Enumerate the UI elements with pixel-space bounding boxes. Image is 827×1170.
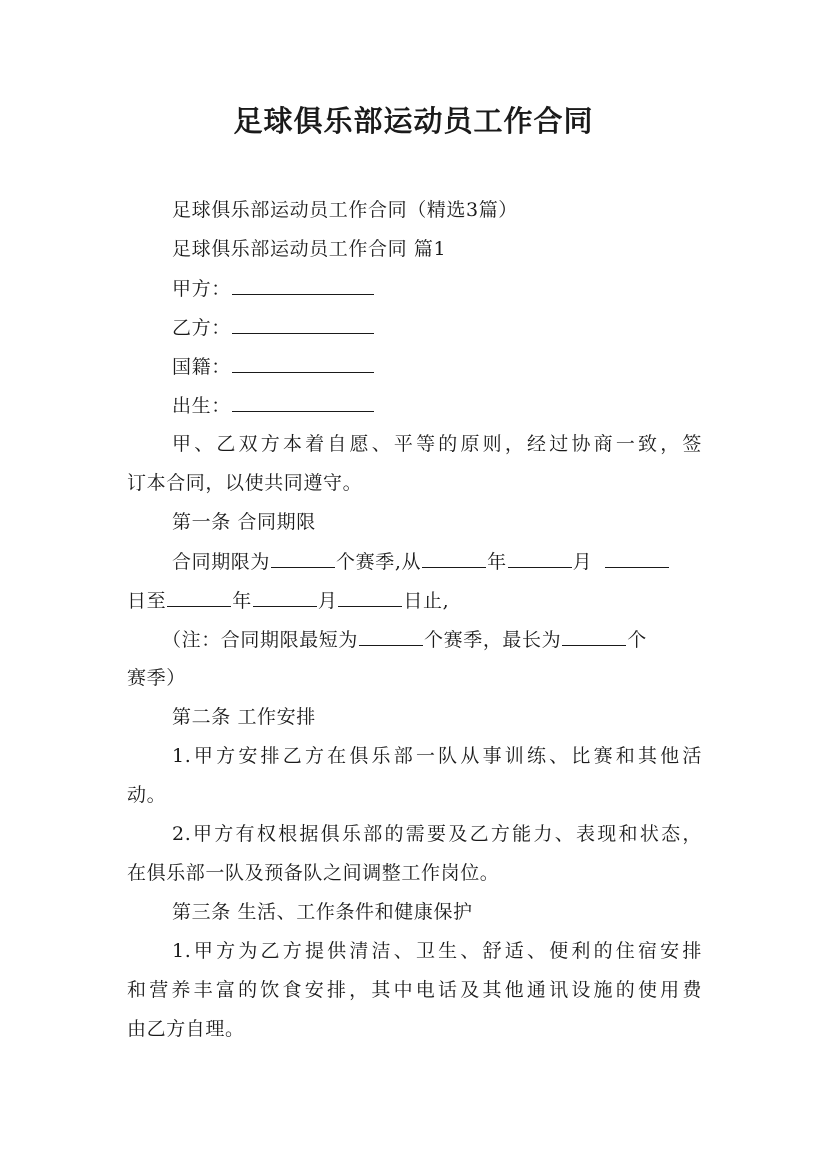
article-3-item-1-line-3: 由乙方自理。 [127,1018,245,1040]
article-1-term-line-2 [127,586,449,615]
term-text-a: 合同期限为 [172,551,271,573]
part-heading: 足球俱乐部运动员工作合同 篇1 [172,238,447,260]
birth-label: 出生： [172,395,231,417]
end-month-blank [253,586,317,607]
term-text-h: 日止, [403,590,450,612]
term-text-b: 个赛季,从 [336,551,422,573]
term-text-d: 月 [572,551,593,573]
min-season-blank [359,625,423,646]
birth-field [172,391,375,420]
preamble-line-2: 订本合同，以使共同遵守。 [127,472,363,494]
article-2-item-1-line-1: 1.甲方安排乙方在俱乐部一队从事训练、比赛和其他活 [172,745,702,767]
article-2-item-1-line-2: 动。 [127,784,167,806]
nationality-field [172,352,375,381]
term-text-f: 年 [232,590,252,612]
term-text-g: 月 [317,590,338,612]
nationality-label: 国籍： [172,356,231,378]
end-day-blank [338,586,402,607]
birth-blank [232,391,374,412]
max-season-blank [562,625,626,646]
end-year-blank [167,586,231,607]
start-year-blank [422,547,486,568]
party-a-field [172,274,375,303]
start-month-blank [508,547,572,568]
article-3-item-1-line-1: 1.甲方为乙方提供清洁、卫生、舒适、便利的住宿安排 [172,940,702,962]
subtitle: 足球俱乐部运动员工作合同（精选3篇） [172,199,518,221]
article-1-note-line-2: 赛季） [127,667,186,689]
party-b-field [172,313,375,342]
term-text-c: 年 [487,551,507,573]
note-text-c: 个 [627,629,647,651]
article-3-item-1-line-2: 和营养丰富的饮食安排，其中电话及其他通讯设施的使用费 [127,979,702,1001]
party-a-blank [232,274,374,295]
article-1-note-line-1 [162,625,647,654]
article-1-term-line-1 [172,547,670,576]
party-a-label: 甲方： [172,278,231,300]
note-text-a: （注：合同期限最短为 [162,629,359,651]
party-b-label: 乙方： [172,317,231,339]
article-3-heading: 第三条 生活、工作条件和健康保护 [172,901,473,923]
article-2-item-2-line-2: 在俱乐部一队及预备队之间调整工作岗位。 [127,862,500,884]
document-title: 足球俱乐部运动员工作合同 [233,104,594,138]
nationality-blank [232,352,374,373]
preamble-line-1: 甲、乙双方本着自愿、平等的原则，经过协商一致，签 [172,433,702,455]
article-1-heading: 第一条 合同期限 [172,511,316,533]
article-2-heading: 第二条 工作安排 [172,706,316,728]
note-text-b: 个赛季，最长为 [424,629,562,651]
party-b-blank [232,313,374,334]
term-text-e: 日至 [127,590,167,612]
article-2-item-2-line-1: 2.甲方有权根据俱乐部的需要及乙方能力、表现和状态， [172,823,702,845]
start-day-blank [605,547,669,568]
season-count-blank [271,547,335,568]
